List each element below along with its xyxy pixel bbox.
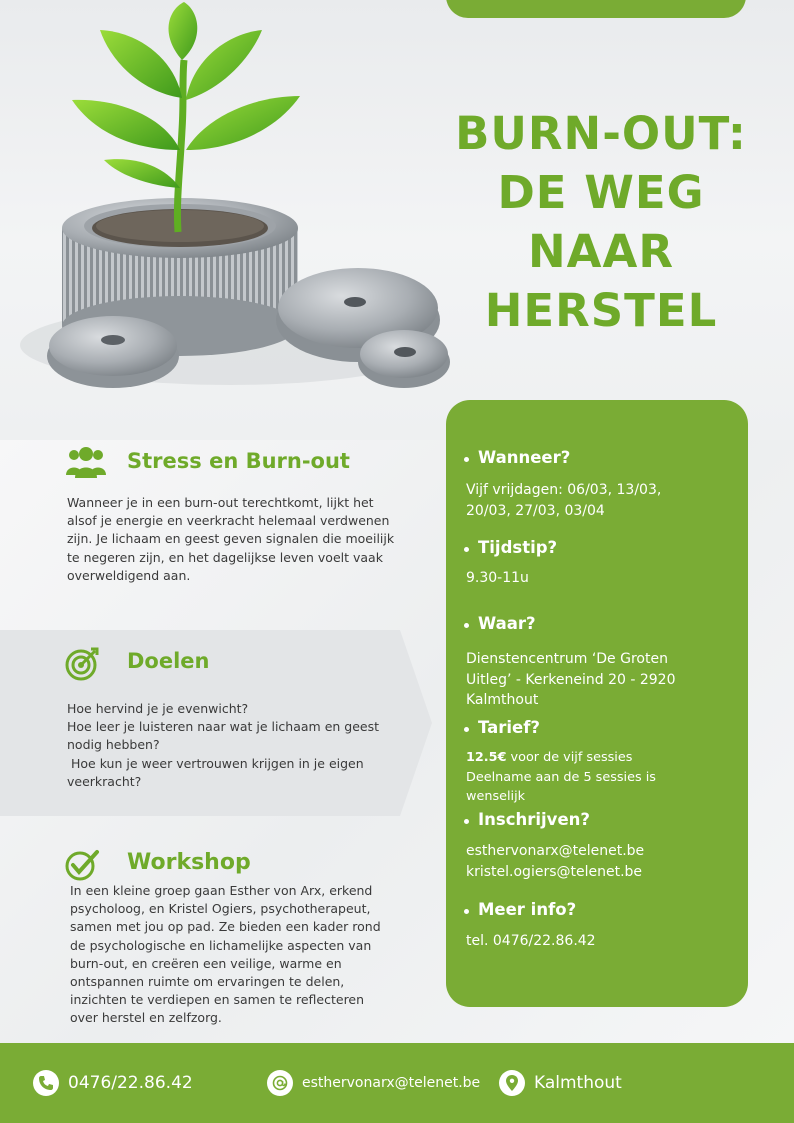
inschrijven-email-1[interactable]: esthervonarx@telenet.be xyxy=(466,843,645,859)
doelen-line-2: Hoe leer je luisteren naar wat je lichaam en geest nodig hebben? xyxy=(67,719,380,753)
plant-in-gears-illustration xyxy=(0,0,470,440)
email-icon xyxy=(267,1070,293,1096)
title-line-3: NAAR xyxy=(528,225,674,278)
tarief-price-suffix: voor de vijf sessies xyxy=(506,750,633,765)
doelen-line-3: Hoe kun je weer vertrouwen krijgen in je eigen veerkracht? xyxy=(67,755,368,789)
top-green-tab xyxy=(446,0,746,18)
tijdstip-text: 9.30-11u xyxy=(466,570,529,586)
tarief-note: Deelname aan de 5 sessies is wenselijk xyxy=(466,769,656,804)
meer-info-label: Meer info? xyxy=(478,900,577,919)
inschrijven-email-2[interactable]: kristel.ogiers@telenet.be xyxy=(466,863,643,880)
meer-info-text[interactable]: tel. 0476/22.86.42 xyxy=(466,933,596,949)
footer-bar xyxy=(0,1043,794,1123)
inschrijven-text xyxy=(466,841,644,882)
stress-title: Stress en Burn-out xyxy=(127,449,350,473)
location-pin-icon xyxy=(499,1070,525,1096)
title-line-4: HERSTEL xyxy=(484,284,718,337)
doelen-line-1: Hoe hervind je je evenwicht? xyxy=(67,701,249,716)
workshop-body: In een kleine groep gaan Esther von Arx, erkend psycholoog, en Kristel Ogiers, psychotherapeut, samen met jou op pad. Ze bieden een kader rond de psychologische en lichamelijke aspecten van burn-out, en creëren een veilige, warme en ontspannen ruimte om ervaringen te delen, inzichten te verdiepen en samen te reflecteren over herstel en zelfzorg. xyxy=(70,883,381,1026)
title-line-1: BURN-OUT: xyxy=(455,107,747,160)
footer-phone-label: 0476/22.86.42 xyxy=(68,1073,193,1093)
footer-email-label: esthervonarx@telenet.be xyxy=(302,1075,481,1091)
tarief-text xyxy=(466,748,691,807)
target-icon xyxy=(64,646,100,682)
footer-phone[interactable] xyxy=(33,1043,193,1123)
tijdstip-label: Tijdstip? xyxy=(478,538,558,557)
group-icon xyxy=(64,445,108,479)
tarief-label: Tarief? xyxy=(478,718,540,737)
title-line-2: DE WEG xyxy=(497,166,705,219)
inschrijven-label: Inschrijven? xyxy=(478,810,590,829)
tarief-price: 12.5€ xyxy=(466,750,507,765)
wanneer-label: Wanneer? xyxy=(478,448,571,467)
waar-label: Waar? xyxy=(478,614,536,633)
info-panel xyxy=(446,400,748,1007)
waar-text: Dienstencentrum ‘De Groten Uitleg’ - Kerkeneind 20 - 2920 Kalmthout xyxy=(466,651,676,708)
doelen-list xyxy=(67,700,397,791)
stress-body: Wanneer je in een burn-out terechtkomt, lijkt het alsof je energie en veerkracht helemaal verdwenen zijn. Je lichaam en geest geven signalen die moeilijk te negeren zijn, en het dagelijkse leven voelt vaak overweldigend aan. xyxy=(67,495,395,583)
footer-email[interactable] xyxy=(267,1043,480,1123)
check-icon xyxy=(64,848,100,882)
doelen-title: Doelen xyxy=(127,649,210,673)
workshop-title: Workshop xyxy=(127,850,251,875)
page-title xyxy=(436,104,766,340)
wanneer-text: Vijf vrijdagen: 06/03, 13/03, 20/03, 27/03, 03/04 xyxy=(466,482,662,519)
phone-icon xyxy=(33,1070,59,1096)
footer-location-label: Kalmthout xyxy=(534,1073,622,1093)
footer-location[interactable] xyxy=(499,1043,622,1123)
